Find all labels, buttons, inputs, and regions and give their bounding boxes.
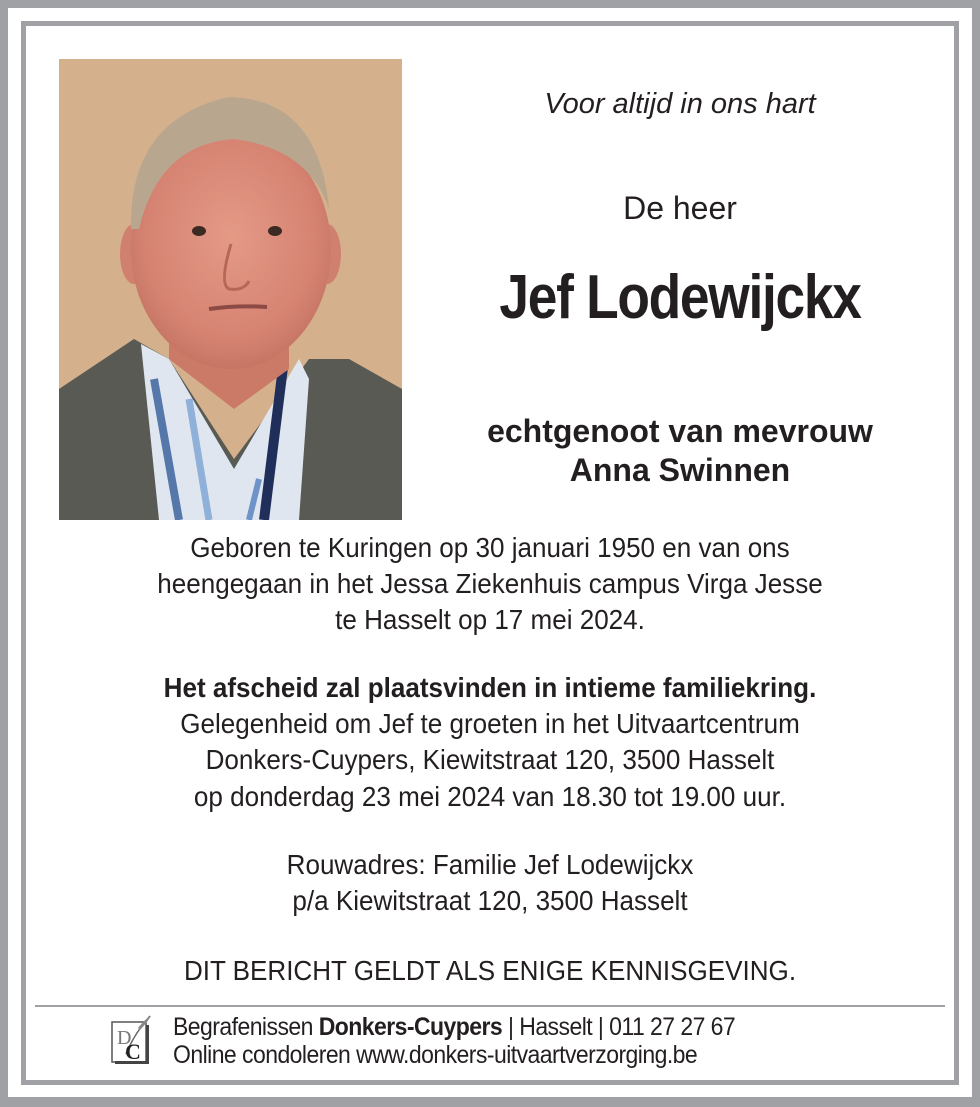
- sole-notice: DIT BERICHT GELDT ALS ENIGE KENNISGEVING.: [183, 955, 797, 986]
- funeral-company-name: Donkers-Cuypers: [318, 1013, 503, 1041]
- footer-divider: [35, 1005, 945, 1007]
- birth-death-line-2: heengegaan in het Jessa Ziekenhuis campus Virga Jesse: [157, 568, 823, 599]
- footer-location-phone: | Hasselt | 011 27 27 67: [502, 1013, 736, 1041]
- visitation-line-2: Donkers-Cuypers, Kiewitstraat 120, 3500 Hasselt: [205, 744, 775, 775]
- svg-text:C: C: [125, 1039, 141, 1064]
- footer-line-1: [173, 1013, 735, 1042]
- portrait-photo: [59, 59, 402, 520]
- mourning-address-line-2: p/a Kiewitstraat 120, 3500 Hasselt: [292, 885, 688, 916]
- portrait-illustration: [59, 59, 402, 520]
- mourning-address-line-1: Rouwadres: Familie Jef Lodewijckx: [286, 849, 694, 880]
- dc-quill-logo-icon: [108, 1014, 152, 1066]
- salutation: De heer: [623, 190, 737, 226]
- footer-line-2: [173, 1041, 697, 1070]
- birth-death-line-1: Geboren te Kuringen op 30 januari 1950 en van ons: [190, 532, 790, 563]
- motto: Voor altijd in ons hart: [544, 88, 816, 120]
- spouse-name: Anna Swinnen: [569, 452, 791, 488]
- svg-text:D: D: [117, 1027, 132, 1049]
- birth-death-line-3: te Hasselt op 17 mei 2024.: [335, 604, 645, 635]
- visitation-line-3: op donderdag 23 mei 2024 van 18.30 tot 19.00 uur.: [193, 781, 787, 812]
- farewell-heading: Het afscheid zal plaatsvinden in intieme familiekring.: [163, 672, 817, 703]
- visitation-line-1: Gelegenheid om Jef te groeten in het Uitvaartcentrum: [180, 708, 800, 739]
- condolence-label: Online condoleren: [173, 1041, 357, 1069]
- footer-prefix: Begrafenissen: [173, 1013, 319, 1041]
- spouse-relation: echtgenoot van mevrouw: [487, 413, 873, 449]
- condolence-url[interactable]: www.donkers-uitvaartverzorging.be: [356, 1041, 698, 1069]
- deceased-name: Jef Lodewijckx: [499, 263, 861, 332]
